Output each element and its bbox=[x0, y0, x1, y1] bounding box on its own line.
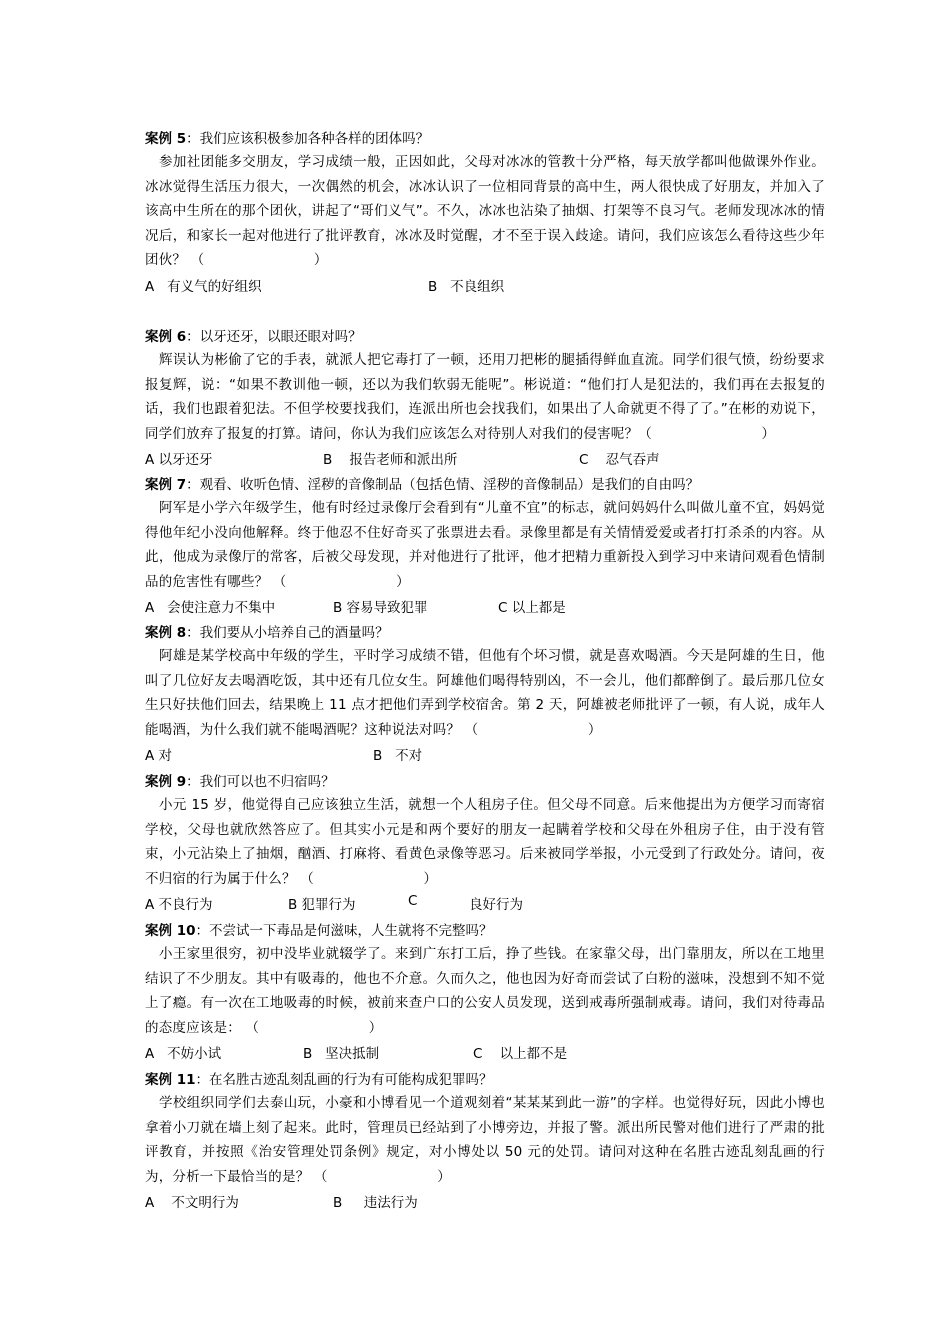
case-paragraph: 小王家里很穷，初中没毕业就辍学了。来到广东打工后，挣了些钱。在家靠父母，出门靠朋友，所以在工地里结识了不少朋友。其中有吸毒的，他也不介意。久而久之，他也因为好奇而尝试了白粉的滋味，没想到不知不觉上了瘾。有一次在工地吸毒的时候，被前来查户口的公安人员发现，送到戒毒所强制戒毒。请问，我们对待毒品的态度应该是： （ ） bbox=[145, 946, 825, 1036]
case-label: 案例 10 bbox=[145, 923, 196, 939]
answer-options bbox=[145, 273, 825, 296]
case-label: 案例 8 bbox=[145, 625, 187, 641]
answer-options bbox=[145, 1040, 825, 1063]
case-question: ：以牙还牙，以眼还眼对吗？ bbox=[186, 329, 362, 345]
case-11 bbox=[145, 1069, 825, 1212]
case-title bbox=[145, 771, 825, 793]
option-a[interactable]: A 有义气的好组织 bbox=[145, 278, 262, 295]
case-6 bbox=[145, 326, 825, 469]
case-5 bbox=[145, 128, 825, 296]
answer-options bbox=[145, 891, 825, 914]
option-a[interactable]: A 不文明行为 bbox=[145, 1195, 239, 1211]
case-paragraph: 学校组织同学们去泰山玩，小豪和小博看见一个道观刻着“某某某到此一游”的字样。也觉得好玩，因此小博也拿着小刀就在墙上刻了起来。此时，管理员已经站到了小博旁边，并报了警。派出所民警对他们进行了严肃的批评教育，并按照《治安管理处罚条例》规定，对小博处以 50 元的处罚。请问对这种在名胜古迹乱刻乱画的行为，分析一下最恰当的是？ （ ） bbox=[145, 1095, 825, 1185]
case-title bbox=[145, 326, 825, 348]
option-b[interactable]: B 容易导致犯罪 bbox=[333, 600, 428, 616]
case-label: 案例 6 bbox=[145, 329, 187, 345]
option-c-text[interactable]: 良好行为 bbox=[469, 897, 523, 913]
option-b[interactable]: B 不良组织 bbox=[428, 278, 505, 295]
answer-options bbox=[145, 742, 825, 765]
option-a[interactable]: A 不良行为 bbox=[145, 897, 213, 913]
option-c[interactable]: C 忍气吞声 bbox=[579, 452, 660, 468]
case-question: ：我们可以也不归宿吗？ bbox=[186, 774, 335, 790]
option-a[interactable]: A 会使注意力不集中 bbox=[145, 600, 276, 616]
case-label: 案例 5 bbox=[145, 131, 187, 147]
option-a[interactable]: A 不妨小试 bbox=[145, 1046, 222, 1062]
case-title bbox=[145, 622, 825, 644]
case-question: ：不尝试一下毒品是何滋味，人生就将不完整吗？ bbox=[195, 923, 493, 939]
option-b[interactable]: B 违法行为 bbox=[333, 1195, 418, 1211]
option-b[interactable]: B 报告老师和派出所 bbox=[323, 452, 458, 468]
case-paragraph: 参加社团能多交朋友，学习成绩一般，正因如此，父母对冰冰的管教十分严格，每天放学都叫他做课外作业。冰冰觉得生活压力很大，一次偶然的机会，冰冰认识了一位相同背景的高中生，两人很快成了好朋友，并加入了该高中生所在的那个团伙，讲起了“哥们义气”。不久，冰冰也沾染了抽烟、打架等不良习气。老师发现冰冰的情况后，和家长一起对他进行了批评教育，冰冰及时觉醒，才不至于误入歧途。请问，我们应该怎么看待这些少年团伙？ （ ） bbox=[145, 154, 825, 268]
option-b[interactable]: B 坚决抵制 bbox=[303, 1046, 380, 1062]
case-question: ：在名胜古迹乱刻乱画的行为有可能构成犯罪吗？ bbox=[195, 1072, 493, 1088]
case-title bbox=[145, 128, 825, 150]
option-a[interactable]: A 以牙还牙 bbox=[145, 452, 213, 468]
option-c[interactable]: C 以上都不是 bbox=[473, 1046, 568, 1062]
answer-options bbox=[145, 446, 825, 469]
case-9 bbox=[145, 771, 825, 914]
case-label: 案例 11 bbox=[145, 1072, 196, 1088]
case-question: ：我们要从小培养自己的酒量吗？ bbox=[186, 625, 389, 641]
option-a[interactable]: A 对 bbox=[145, 748, 173, 764]
case-paragraph: 阿雄是某学校高中年级的学生，平时学习成绩不错，但他有个坏习惯，就是喜欢喝酒。今天是阿雄的生日，他叫了几位好友去喝酒吃饭，其中还有几位女生。阿雄他们喝得特别凶，不一会儿，他们都醉倒了。最后那几位女生只好扶他们回去，结果晚上 11 点才把他们弄到学校宿舍。第 2 天，阿雄被老师批评了一顿，有人说，成年人能喝酒，为什么我们就不能喝酒呢？这种说法对吗？ （ ） bbox=[145, 648, 825, 738]
case-label: 案例 7 bbox=[145, 477, 187, 493]
answer-options bbox=[145, 594, 825, 617]
case-paragraph: 辉误认为彬偷了它的手表，就派人把它毒打了一顿，还用刀把彬的腿插得鲜血直流。同学们很气愤，纷纷要求报复辉，说：“如果不教训他一顿，还以为我们软弱无能呢”。彬说道：“他们打人是犯法的，我们再在去报复的话，我们也跟着犯法。不但学校要找我们，连派出所也会找我们，如果出了人命就更不得了了。”在彬的劝说下，同学们放弃了报复的打算。请问，你认为我们应该怎么对待别人对我们的侵害呢？（ ） bbox=[145, 352, 825, 442]
option-c[interactable]: C bbox=[408, 893, 418, 909]
case-7 bbox=[145, 474, 825, 617]
option-b[interactable]: B 犯罪行为 bbox=[288, 897, 356, 913]
case-title bbox=[145, 474, 825, 496]
case-question: ：我们应该积极参加各种各样的团体吗？ bbox=[186, 131, 430, 147]
case-10 bbox=[145, 920, 825, 1063]
option-c[interactable]: C 以上都是 bbox=[498, 600, 566, 616]
case-title bbox=[145, 1069, 825, 1091]
case-paragraph: 小元 15 岁，他觉得自己应该独立生活，就想一个人租房子住。但父母不同意。后来他提出为方便学习而寄宿学校，父母也就欣然答应了。但其实小元是和两个要好的朋友一起瞒着学校和父母在外租房子住，由于没有管束，小元沾染上了抽烟，酗酒、打麻将、看黄色录像等恶习。后来被同学举报，小元受到了行政处分。请问，夜不归宿的行为属于什么？ （ ） bbox=[145, 797, 825, 887]
case-title bbox=[145, 920, 825, 942]
answer-options bbox=[145, 1189, 825, 1212]
case-question: ：观看、收听色情、淫秽的音像制品（包括色情、淫秽的音像制品）是我们的自由吗？ bbox=[186, 477, 700, 493]
case-label: 案例 9 bbox=[145, 774, 187, 790]
option-b[interactable]: B 不对 bbox=[373, 748, 423, 764]
case-paragraph: 阿军是小学六年级学生，他有时经过录像厅会看到有“儿童不宜”的标志，就问妈妈什么叫做儿童不宜，妈妈觉得他年纪小没向他解释。终于他忍不住好奇买了张票进去看。录像里都是有关情情爱爱或者打打杀杀的内容。从此，他成为录像厅的常客，后被父母发现，并对他进行了批评，他才把精力重新投入到学习中来请问观看色情制品的危害性有哪些？ （ ） bbox=[145, 500, 825, 590]
case-8 bbox=[145, 622, 825, 765]
